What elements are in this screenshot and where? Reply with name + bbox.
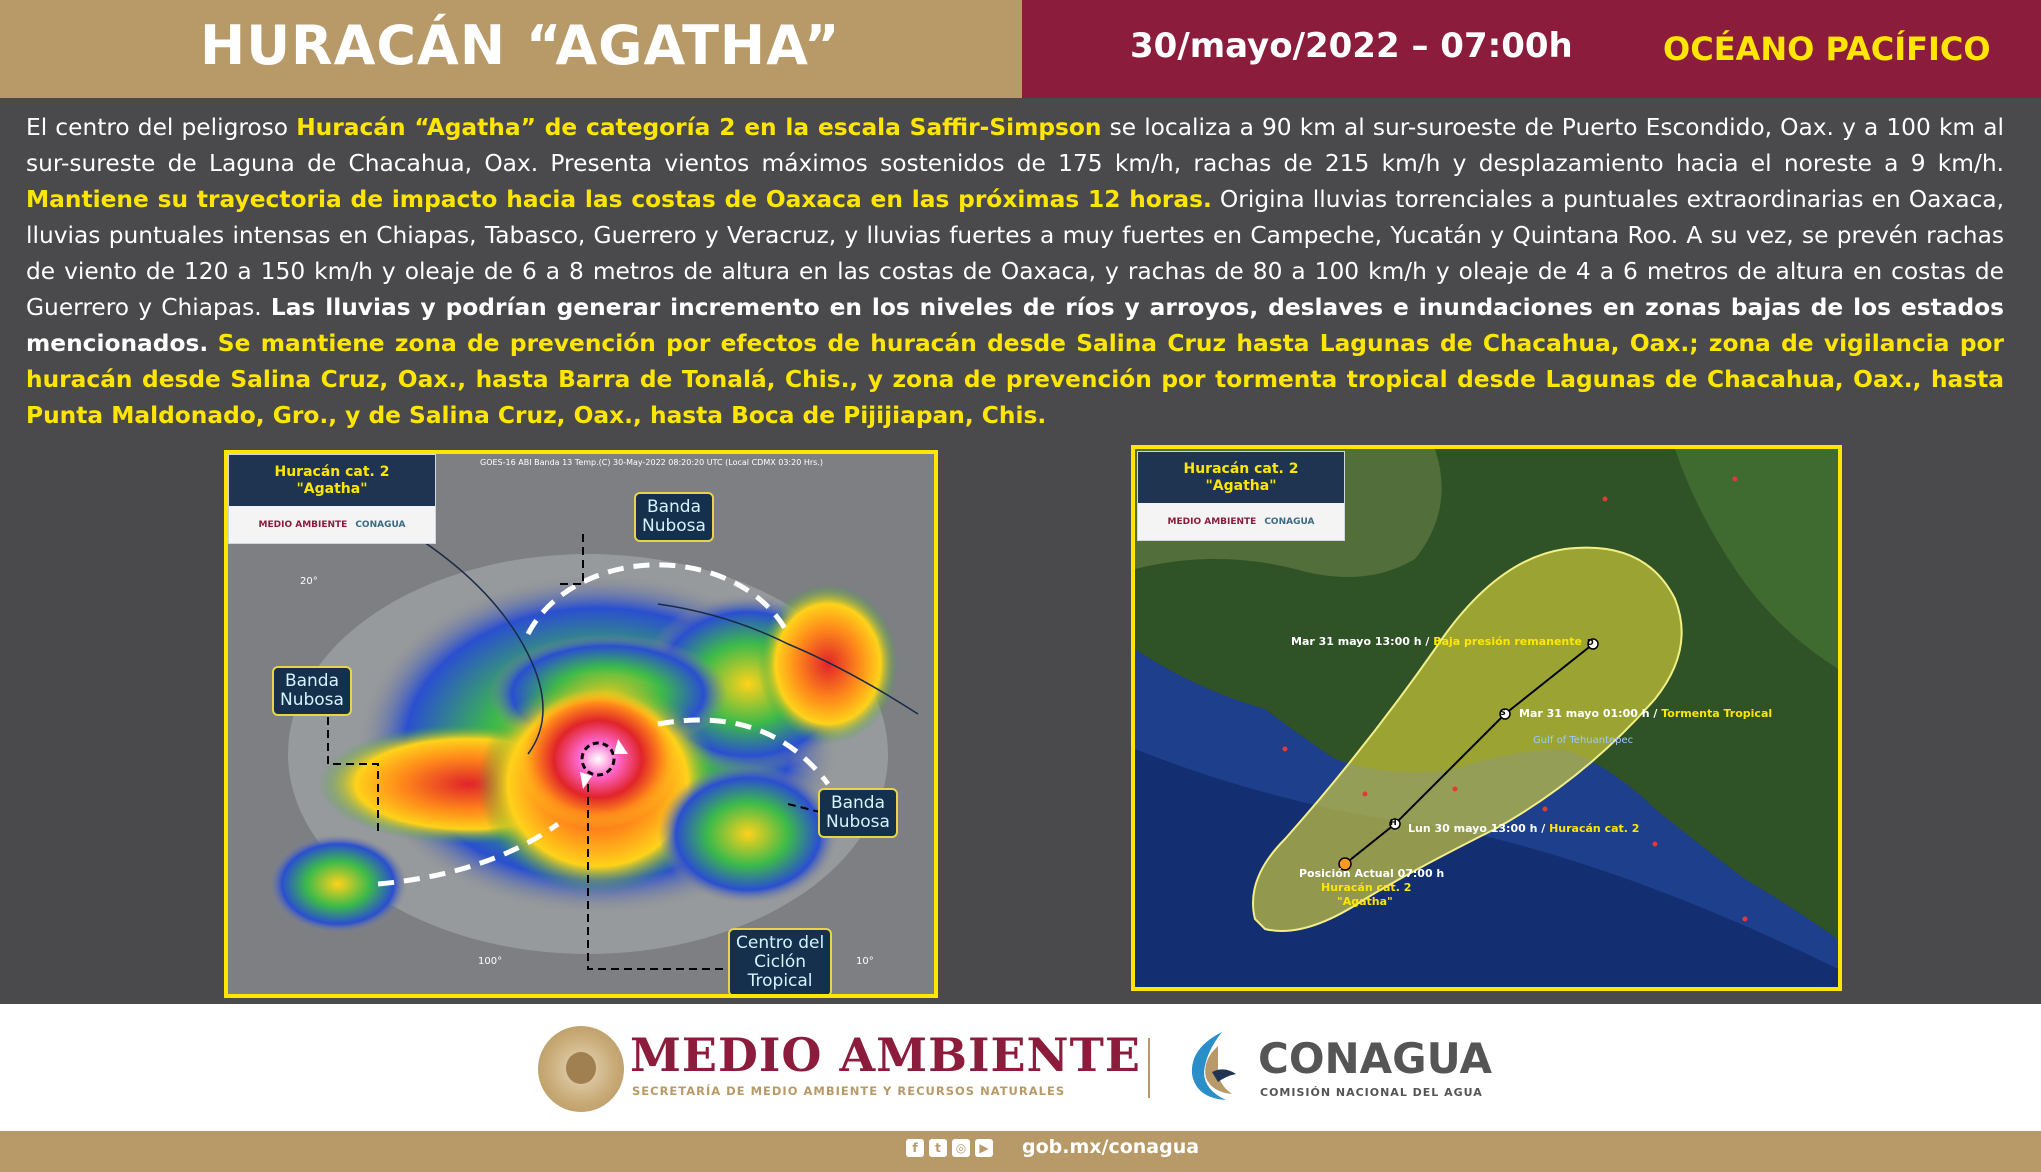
hurricane-badge <box>228 454 436 544</box>
current-position-title: Posición Actual 07:00 h <box>1299 867 1445 880</box>
forecast-time: Lun 30 mayo 13:00 h / <box>1408 822 1550 835</box>
label-cloud-band-top: Banda Nubosa <box>634 492 714 542</box>
bulletin-highlight: Mantiene su trayectoria de impacto hacia las costas de Oaxaca en las próximas 12 horas. <box>26 186 1212 213</box>
lat-label-20: 20° <box>300 576 318 587</box>
header-bar <box>0 0 2041 98</box>
forecast-status: Huracán cat. 2 <box>1549 822 1640 835</box>
footer-logos <box>0 1004 2041 1131</box>
lon-label-100: 100° <box>478 956 503 967</box>
twitter-icon[interactable]: t <box>929 1139 947 1157</box>
bulletin-text <box>26 110 2004 434</box>
track-forecast-map-panel <box>1131 445 1842 991</box>
gulf-label: Gulf of Tehuantepec <box>1533 735 1634 746</box>
bulletin-region: OCÉANO PACÍFICO <box>1663 30 1991 68</box>
bulletin-highlight: Se mantiene zona de prevención por efectos de huracán desde Salina Cruz hasta Lagunas de Chacahua, Oax.; zona de vigilancia por huracán desde Salina Cruz, Oax., hasta Barra de Tonalá, Chis., y zona de prevención por tormenta tropical desde Lagunas de Chacahua, Oax., hasta Punta Maldonado, Gro., y de Salina Cruz, Oax., hasta Boca de Pijijiapan, Chis. <box>26 330 2005 429</box>
social-icons <box>906 1139 993 1157</box>
mexico-seal-icon <box>538 1026 624 1112</box>
bulletin-segment: El centro del peligroso <box>26 114 297 141</box>
bulletin-segment <box>208 330 218 357</box>
conagua-logo-title: CONAGUA <box>1258 1034 1492 1083</box>
satellite-image-panel <box>224 450 938 998</box>
forecast-point-1 <box>1291 635 1582 648</box>
forecast-status: Tormenta Tropical <box>1661 707 1773 720</box>
forecast-status: Baja presión remanente <box>1433 635 1582 648</box>
medio-ambiente-logo-title: MEDIO AMBIENTE <box>630 1028 1141 1082</box>
forecast-point-3 <box>1408 822 1639 835</box>
marker-hurricane: H <box>1390 818 1397 827</box>
track-map-badge <box>1137 451 1345 541</box>
forecast-point-2 <box>1519 707 1772 720</box>
header-left-panel <box>0 0 1022 98</box>
satellite-caption: GOES-16 ABI Banda 13 Temp.(C) 30-May-2022 08:20:20 UTC (Local CDMX 03:20 Hrs.) <box>480 458 823 467</box>
marker-tropical-storm: S <box>1500 708 1506 717</box>
forecast-time: Mar 31 mayo 01:00 h / <box>1519 707 1662 720</box>
current-position-name: "Agatha" <box>1337 895 1393 908</box>
youtube-icon[interactable]: ▶ <box>975 1139 993 1157</box>
current-position-category: Huracán cat. 2 <box>1321 881 1412 894</box>
bulletin-bold: Las lluvias y podrían generar incremento en los niveles de ríos y arroyos, deslaves e inundaciones en zonas bajas de los estados mencionados. <box>26 294 2004 357</box>
website-link[interactable]: gob.mx/conagua <box>1022 1136 1200 1158</box>
bulletin-title: HURACÁN “AGATHA” <box>200 14 841 77</box>
bulletin-segment: Origina lluvias torrenciales a puntuales extraordinarias en Oaxaca, lluvias puntuales intensas en Chiapas, Tabasco, Guerrero y Veracruz, y lluvias fuertes a muy fuertes en Campeche, Yucatán y Quintana Roo. A su vez, se prevén rachas de viento de 120 a 150 km/h y oleaje de 6 a 8 metros de altura en las costas de Oaxaca, y rachas de 80 a 100 km/h y oleaje de 4 a 6 metros de altura en costas de Guerrero y Chiapas. <box>26 186 2004 321</box>
badge-title <box>1138 452 1344 503</box>
label-cloud-band-right: Banda Nubosa <box>818 788 898 838</box>
marker-remnant-low: D <box>1587 638 1594 647</box>
badge-logos <box>1138 503 1344 540</box>
badge-logo-conagua: CONAGUA <box>355 519 406 530</box>
badge-logo-conagua: CONAGUA <box>1264 516 1315 527</box>
badge-logo-medio-ambiente: MEDIO AMBIENTE <box>258 519 348 530</box>
conagua-wave-icon <box>1182 1028 1242 1104</box>
facebook-icon[interactable]: f <box>906 1139 924 1157</box>
badge-logo-medio-ambiente: MEDIO AMBIENTE <box>1167 516 1257 527</box>
bulletin-datetime: 30/mayo/2022 – 07:00h <box>1130 26 1573 66</box>
instagram-icon[interactable]: ◎ <box>952 1139 970 1157</box>
badge-name: "Agatha" <box>1205 477 1277 494</box>
label-cyclone-center: Centro del Ciclón Tropical <box>728 928 832 997</box>
bottom-bar <box>0 1131 2041 1172</box>
forecast-time: Mar 31 mayo 13:00 h / <box>1291 635 1434 648</box>
badge-category: Huracán cat. 2 <box>274 463 390 480</box>
medio-ambiente-logo-subtitle: SECRETARÍA DE MEDIO AMBIENTE Y RECURSOS NATURALES <box>632 1084 1066 1098</box>
bulletin-segment: se localiza a 90 km al sur-suroeste de Puerto Escondido, Oax. y a 100 km al sur-sureste de Laguna de Chacahua, Oax. Presenta vientos máximos sostenidos de 175 km/h, rachas de 215 km/h y desplazamiento hacia el noreste a 9 km/h. <box>26 114 2004 177</box>
bulletin-highlight: Huracán “Agatha” de categoría 2 en la escala Saffir-Simpson <box>296 114 1102 141</box>
badge-title <box>229 455 435 506</box>
lat-label-10: 10° <box>856 956 874 967</box>
badge-category: Huracán cat. 2 <box>1183 460 1299 477</box>
label-cloud-band-left: Banda Nubosa <box>272 666 352 716</box>
logo-divider <box>1148 1038 1150 1098</box>
conagua-logo-subtitle: COMISIÓN NACIONAL DEL AGUA <box>1260 1086 1483 1099</box>
badge-name: "Agatha" <box>296 480 368 497</box>
badge-logos <box>229 506 435 543</box>
